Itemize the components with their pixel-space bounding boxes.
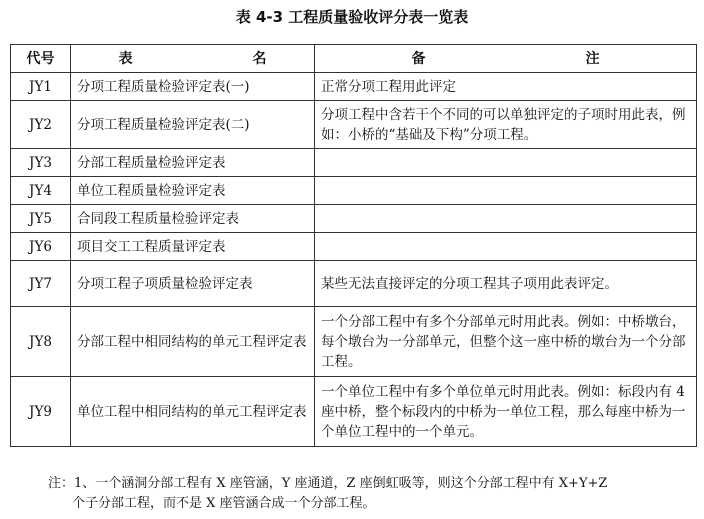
row-code: JY1 [11, 73, 71, 101]
row-name: 分项工程质量检验评定表(二) [71, 101, 315, 149]
row-note: 分项工程中含若干个不同的可以单独评定的子项时用此表，例如：小桥的“基础及下构”分项工程。 [315, 101, 697, 149]
row-code: JY4 [11, 177, 71, 205]
row-code: JY3 [11, 149, 71, 177]
row-code: JY2 [11, 101, 71, 149]
footnote-line-2: 个子分部工程，而不是 X 座管涵合成一个分部工程。 [72, 496, 376, 511]
table-row [11, 177, 697, 205]
row-note: 一个分部工程中有多个分部单元时用此表。例如：中桥墩台，每个墩台为一分部单元，但整个这一座中桥的墩台为一个分部工程。 [315, 307, 697, 377]
table-row [11, 261, 697, 307]
row-code: JY8 [11, 307, 71, 377]
row-note: 正常分项工程用此评定 [315, 73, 697, 101]
row-code: JY6 [11, 233, 71, 261]
row-name: 项目交工工程质量评定表 [71, 233, 315, 261]
header-note-part2: 注 [585, 50, 600, 67]
row-note: 某些无法直接评定的分项工程其子项用此表评定。 [315, 261, 697, 307]
row-name: 合同段工程质量检验评定表 [71, 205, 315, 233]
header-note-part1: 备 [411, 50, 426, 67]
footnote [48, 474, 698, 514]
row-name: 单位工程质量检验评定表 [71, 177, 315, 205]
row-code: JY5 [11, 205, 71, 233]
row-note [315, 177, 697, 205]
header-name-part1: 表 [118, 50, 133, 67]
row-name: 分项工程质量检验评定表(一) [71, 73, 315, 101]
table-title: 表 4-3 工程质量验收评分表一览表 [235, 8, 469, 26]
table-row [11, 73, 697, 101]
evaluation-table [10, 44, 697, 447]
header-name-part2: 名 [252, 50, 267, 67]
row-name: 分项工程子项质量检验评定表 [71, 261, 315, 307]
row-code: JY9 [11, 377, 71, 447]
table-row [11, 233, 697, 261]
row-note [315, 233, 697, 261]
table-row [11, 149, 697, 177]
row-note [315, 149, 697, 177]
row-name: 单位工程中相同结构的单元工程评定表 [71, 377, 315, 447]
table-row [11, 101, 697, 149]
table-row [11, 307, 697, 377]
row-name: 分部工程质量检验评定表 [71, 149, 315, 177]
table-row [11, 205, 697, 233]
footnote-line-1: 注：1、一个涵洞分部工程有 X 座管涵，Y 座通道，Z 座倒虹吸等，则这个分部工程中有 X+Y+Z [48, 476, 608, 491]
header-name [71, 45, 315, 73]
table-row [11, 377, 697, 447]
table-header-row [11, 45, 697, 73]
row-code: JY7 [11, 261, 71, 307]
header-code: 代号 [11, 45, 71, 73]
row-note [315, 205, 697, 233]
row-name: 分部工程中相同结构的单元工程评定表 [71, 307, 315, 377]
row-note: 一个单位工程中有多个单位单元时用此表。例如：标段内有 4 座中桥，整个标段内的中桥为一单位工程，那么每座中桥为一个单位工程中的一个单元。 [315, 377, 697, 447]
header-note [315, 45, 697, 73]
